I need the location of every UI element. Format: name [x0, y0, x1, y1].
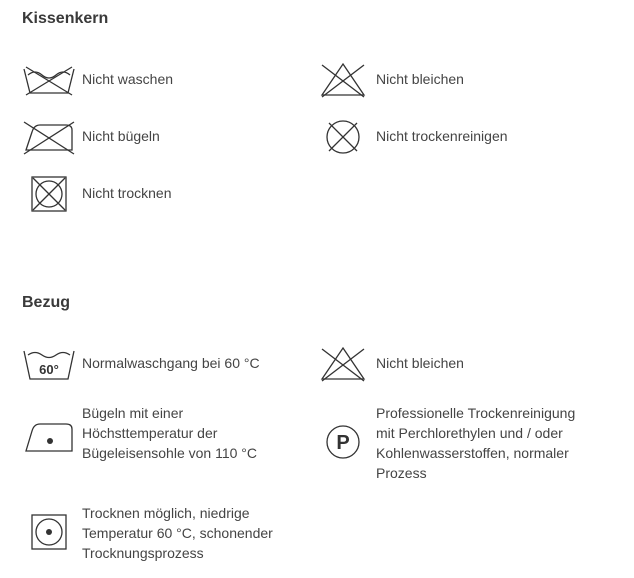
care-item-no-bleach-bezug [316, 345, 464, 383]
care-label: Nicht trocknen [82, 185, 172, 201]
care-label: Bügeln mit einer Höchsttemperatur der Bügeleisensohle von 110 °C [82, 405, 258, 461]
care-label: Nicht trockenreinigen [376, 128, 508, 144]
dryclean-solvent-badge: P [336, 432, 350, 454]
care-item-tumble-dry-low [22, 503, 292, 563]
care-item-dryclean-p [316, 403, 596, 483]
tumble-dry-low-icon [22, 513, 76, 551]
wash-temperature-badge: 60° [39, 362, 59, 377]
dryclean-p-icon [316, 423, 370, 461]
no-tumble-dry-icon [22, 175, 76, 213]
care-item-iron-110 [22, 403, 292, 463]
wash-60-icon [22, 345, 76, 383]
no-bleach-icon [316, 345, 370, 383]
no-dryclean-icon [316, 118, 370, 156]
care-item-no-tumble-dry [22, 175, 171, 213]
care-label: Nicht bleichen [376, 71, 464, 87]
section-title-kissenkern: Kissenkern [22, 10, 109, 27]
no-iron-icon [22, 118, 76, 156]
care-item-no-dryclean [316, 118, 508, 156]
care-item-no-bleach [316, 61, 464, 99]
care-item-no-iron [22, 118, 160, 156]
care-item-no-wash [22, 61, 173, 99]
care-item-wash-60 [22, 345, 260, 383]
care-label: Normalwaschgang bei 60 °C [82, 355, 260, 371]
iron-one-dot-icon [22, 417, 76, 455]
section-title-bezug: Bezug [22, 294, 70, 311]
no-bleach-icon [316, 61, 370, 99]
care-label: Nicht bügeln [82, 128, 160, 144]
care-label: Trocknen möglich, niedrige Temperatur 60 °C, schonender Trocknungsprozess [82, 505, 273, 561]
care-label: Professionelle Trockenreinigung mit Perchlorethylen und / oder Kohlenwasserstoffen, normaler Prozess [376, 405, 576, 481]
no-wash-icon [22, 61, 76, 99]
care-label: Nicht waschen [82, 71, 174, 87]
care-label: Nicht bleichen [376, 355, 464, 371]
